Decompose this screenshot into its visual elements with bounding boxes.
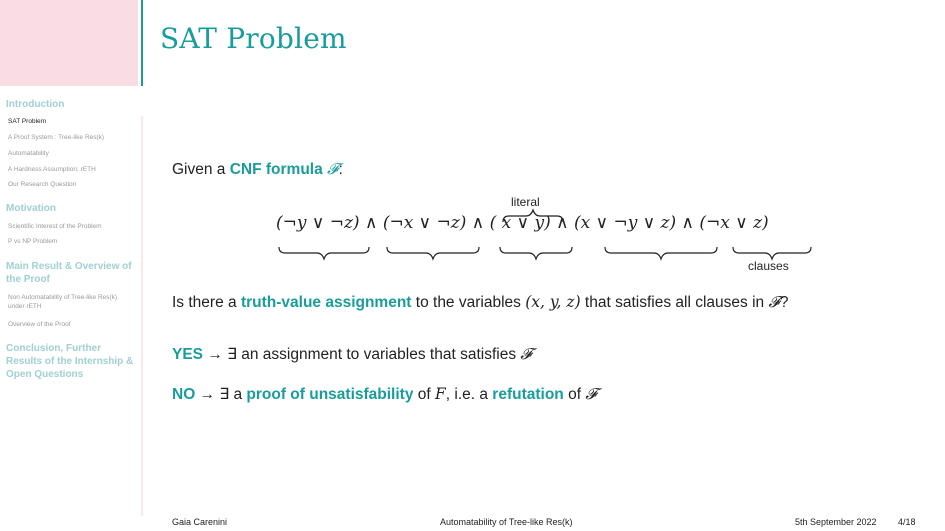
nav-section-introduction[interactable]: Introduction <box>6 99 65 110</box>
no-text-c: , i.e. a <box>445 386 493 403</box>
cnf-term: CNF formula <box>229 161 323 178</box>
clause-underbrace-4 <box>605 247 717 259</box>
question-line <box>172 293 789 312</box>
refutation-term: refutation <box>492 386 564 403</box>
clause-underbrace-5 <box>733 247 811 259</box>
truth-assignment-term: truth-value assignment <box>240 294 412 311</box>
given-suffix: : <box>338 161 343 178</box>
formula-symbol-2: 𝓕 <box>768 293 780 311</box>
no-text-a: → ∃ a <box>195 386 247 403</box>
nav-section-conclusion[interactable]: Conclusion, Further Results of the Internship & Open Questions <box>6 343 134 380</box>
yes-text: → ∃ an assignment to variables that satisfies <box>203 346 521 363</box>
nav-item-scientific-interest[interactable]: Scientific Interest of the Problem <box>8 223 102 230</box>
nav-item-automatability[interactable]: Automatability <box>8 150 49 157</box>
clauses-label: clauses <box>748 259 789 273</box>
page-title: SAT Problem <box>160 22 347 55</box>
no-text-b: of <box>413 386 435 403</box>
question-suffix: that satisfies all clauses in <box>580 294 769 311</box>
nav-item-overview-proof[interactable]: Overview of the Proof <box>8 321 71 328</box>
variables-tuple: (x, y, z) <box>525 293 581 311</box>
footer-author: Gaia Carenini <box>172 517 228 527</box>
nav-item-proof-system[interactable]: A Proof System : Tree-like Res(k) <box>8 134 105 141</box>
no-label: NO <box>172 386 196 403</box>
clause-underbrace-1 <box>279 247 369 259</box>
footer-page-number: 4/18 <box>898 517 916 527</box>
literal-overbrace <box>503 210 563 222</box>
literal-label: literal <box>511 195 540 209</box>
proof-unsat-term: proof of unsatisfability <box>246 386 414 403</box>
nav-item-non-automatability[interactable]: Non Automatability of Tree-like Res(k) under rETH <box>8 294 118 310</box>
cnf-formula: (¬y ∨ ¬z) ∧ (¬x ∨ ¬z) ∧ ( x ∨ y) ∧ (x ∨ ¬y ∨ z) ∧ (¬x ∨ z) <box>276 213 769 233</box>
clause-underbrace-2 <box>387 247 479 259</box>
nav-item-hardness-assumption[interactable]: A Hardness Assumption: rETH <box>8 166 96 173</box>
nav-section-main-result[interactable]: Main Result & Overview of the Proof <box>6 261 132 285</box>
nav-section-motivation[interactable]: Motivation <box>6 203 56 214</box>
formula-symbol: 𝓕 <box>327 160 339 178</box>
yes-line <box>172 345 532 364</box>
question-end: ? <box>779 294 789 311</box>
given-prefix: Given a <box>172 161 230 178</box>
formula-symbol-3: 𝓕 <box>520 345 532 363</box>
footer-date: 5th September 2022 <box>795 517 877 527</box>
no-line <box>172 385 597 404</box>
no-var: F <box>435 385 446 403</box>
nav-item-research-question[interactable]: Our Research Question <box>8 181 77 188</box>
footer-talk-title: Automatability of Tree-like Res(k) <box>440 517 573 527</box>
formula-symbol-4: 𝓕 <box>585 385 597 403</box>
nav-item-p-vs-np[interactable]: P vs NP Problem <box>8 238 58 245</box>
clause-underbrace-3 <box>500 247 572 259</box>
no-text-d: of <box>563 386 586 403</box>
yes-label: YES <box>172 346 204 363</box>
question-prefix: Is there a <box>172 294 241 311</box>
nav-item-sat-problem[interactable]: SAT Problem <box>8 118 47 125</box>
question-mid: to the variables <box>411 294 526 311</box>
